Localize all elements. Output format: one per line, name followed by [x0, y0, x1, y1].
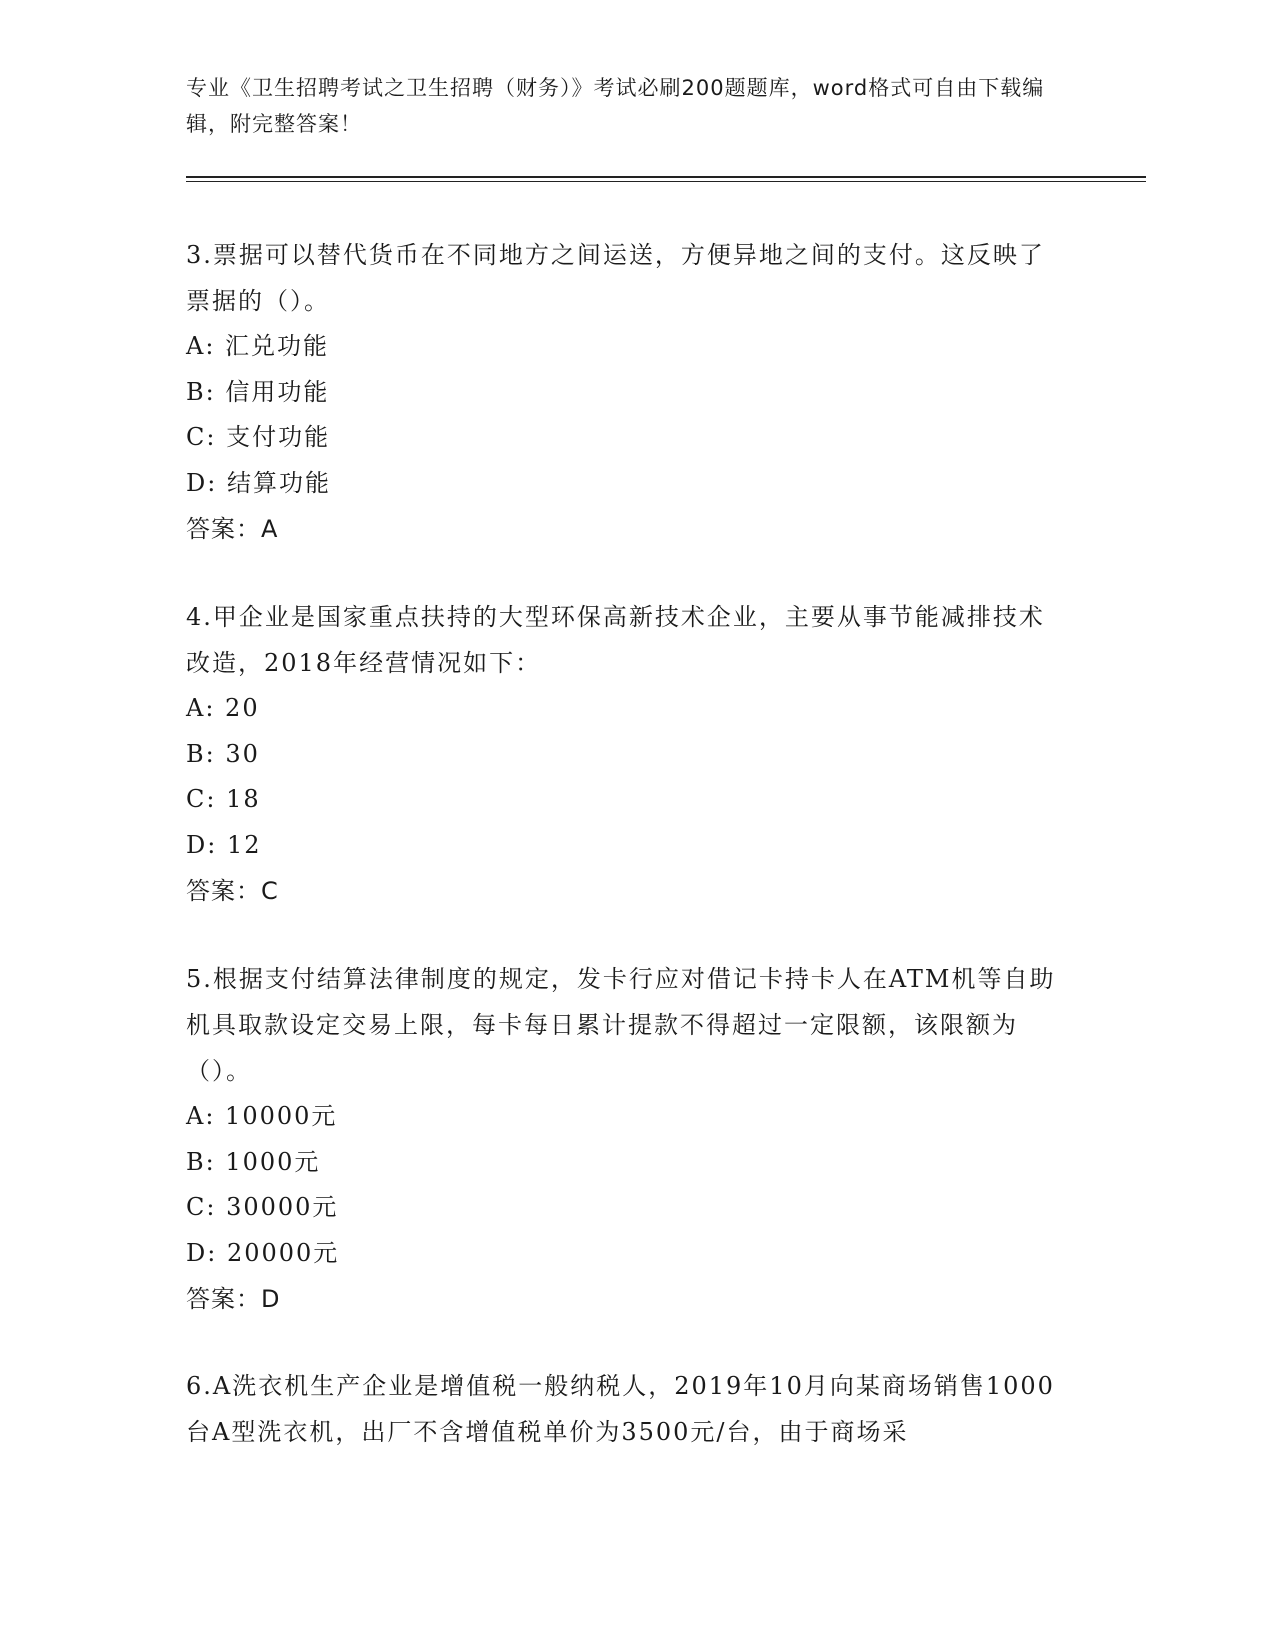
question-stem: 5.根据支付结算法律制度的规定，发卡行应对借记卡持卡人在ATM机等自助机具取款设定交易上限，每卡每日累计提款不得超过一定限额，该限额为（）。 — [186, 965, 1056, 1085]
option-d: D: 20000元 — [186, 1238, 340, 1267]
question-block — [186, 1363, 1066, 1455]
page-header: 专业《卫生招聘考试之卫生招聘（财务）》考试必刷200题题库，word格式可自由下载编辑，附完整答案！ — [186, 76, 1045, 136]
option-d: D: 12 — [186, 830, 262, 859]
question-block — [186, 956, 1066, 1322]
option-a: A: 汇兑功能 — [186, 332, 330, 360]
question-block — [186, 594, 1066, 914]
answer-line: 答案：A — [186, 515, 279, 543]
question-stem: 6.A洗衣机生产企业是增值税一般纳税人，2019年10月向某商场销售1000台A型洗衣机，出厂不含增值税单价为3500元/台，由于商场采 — [186, 1372, 1055, 1446]
option-c: C: 30000元 — [186, 1193, 339, 1221]
option-b: B: 30 — [186, 739, 260, 768]
option-a: A: 10000元 — [186, 1102, 338, 1130]
question-stem: 3.票据可以替代货币在不同地方之间运送，方便异地之间的支付。这反映了票据的（）。 — [186, 241, 1045, 315]
option-c: C: 支付功能 — [186, 423, 331, 451]
option-a: A: 20 — [186, 694, 260, 722]
question-stem: 4.甲企业是国家重点扶持的大型环保高新技术企业，主要从事节能减排技术改造，2018年经营情况如下： — [186, 603, 1045, 677]
option-d: D: 结算功能 — [186, 468, 331, 497]
option-c: C: 18 — [186, 785, 261, 813]
answer-line: 答案：C — [186, 877, 279, 905]
option-b: B: 1000元 — [186, 1147, 321, 1176]
header-divider-thick — [186, 176, 1146, 178]
option-b: B: 信用功能 — [186, 377, 330, 406]
question-block — [186, 232, 1066, 552]
answer-line: 答案：D — [186, 1285, 281, 1313]
header-divider-thin — [186, 181, 1146, 182]
